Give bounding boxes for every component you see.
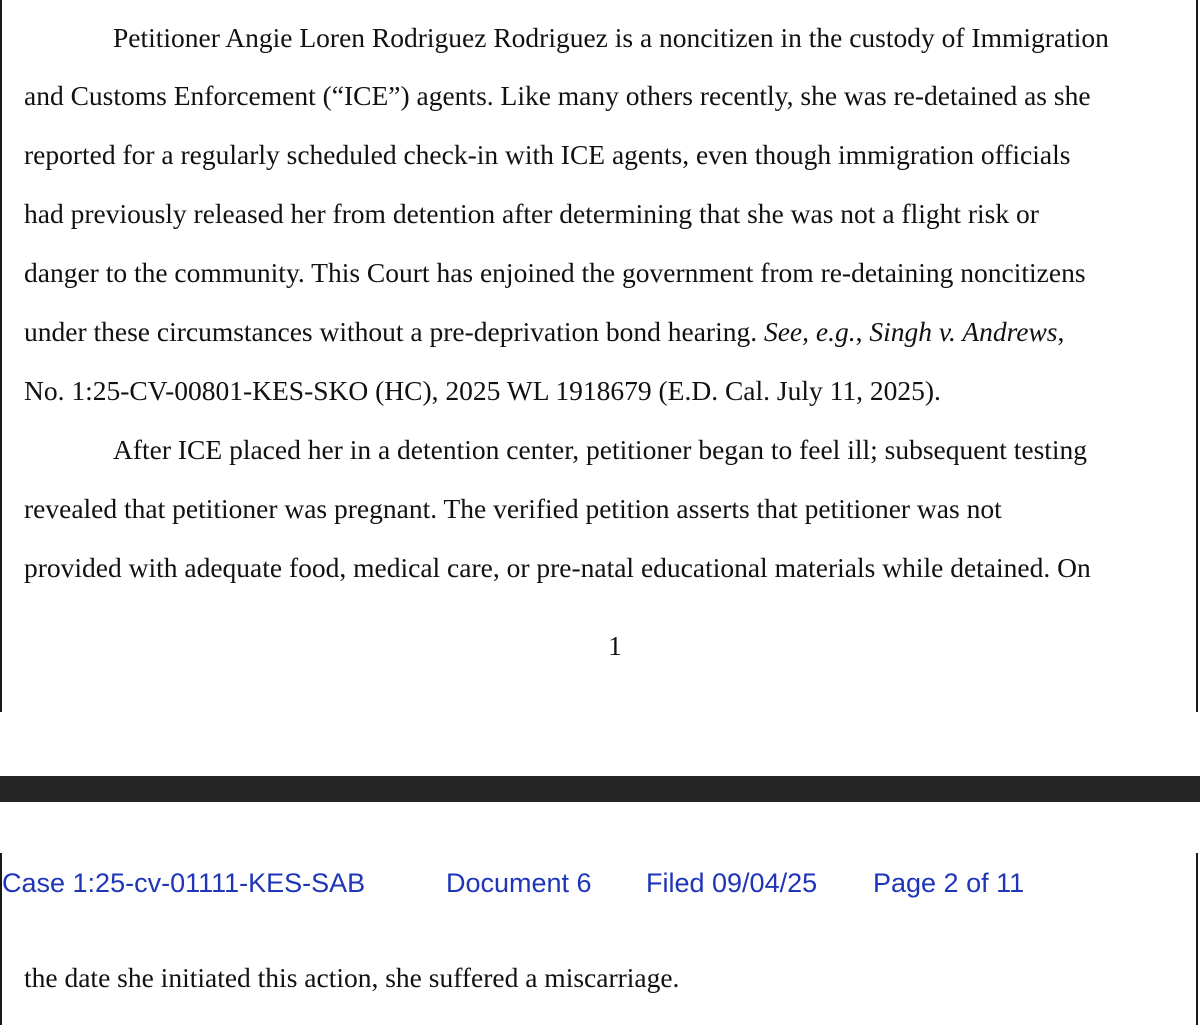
filed-date-header: Filed 09/04/25: [646, 868, 818, 898]
paragraph-1-line-1: Petitioner Angie Loren Rodriguez Rodriguez is a noncitizen in the custody of Immigration: [113, 22, 1109, 53]
page-separator: [0, 776, 1200, 802]
paragraph-2-line-2: revealed that petitioner was pregnant. The verified petition asserts that petitioner was not: [24, 493, 1002, 524]
see-eg-signal: See, e.g.: [763, 316, 856, 347]
page-count-header: Page 2 of 11: [873, 868, 1025, 898]
paragraph-1-line-2: and Customs Enforcement (“ICE”) agents. Like many others recently, she was re-detained as she: [24, 80, 1091, 111]
document-number-header: Document 6: [446, 868, 592, 898]
right-margin-line: [1196, 0, 1198, 712]
case-citation-name: Singh v. Andrews: [869, 316, 1058, 347]
paragraph-2-line-1: After ICE placed her in a detention center, petitioner began to feel ill; subsequent testing: [113, 434, 1088, 465]
line-6-text: under these circumstances without a pre-deprivation bond hearing.: [24, 316, 764, 347]
right-margin-line-page-2: [1196, 853, 1198, 1025]
paragraph-2-line-3: provided with adequate food, medical care, or pre-natal educational materials while detained. On: [24, 552, 1091, 583]
line-6-end: ,: [1057, 316, 1065, 347]
paragraph-1-line-3: reported for a regularly scheduled check-in with ICE agents, even though immigration officials: [24, 139, 1071, 170]
page-2-line-1: the date she initiated this action, she suffered a miscarriage.: [24, 962, 680, 993]
paragraph-1-line-7: No. 1:25-CV-00801-KES-SKO (HC), 2025 WL 1918679 (E.D. Cal. July 11, 2025).: [24, 375, 941, 406]
paragraph-1-line-4: had previously released her from detention after determining that she was not a flight risk or: [24, 198, 1039, 229]
page-number: 1: [608, 630, 622, 661]
paragraph-1-line-5: danger to the community. This Court has enjoined the government from re-detaining noncitizens: [24, 257, 1086, 288]
paragraph-1-line-6: [24, 316, 1064, 348]
left-margin-line: [0, 0, 2, 712]
case-number-header: Case 1:25-cv-01111-KES-SAB: [2, 868, 366, 898]
line-6-comma: ,: [855, 316, 870, 347]
